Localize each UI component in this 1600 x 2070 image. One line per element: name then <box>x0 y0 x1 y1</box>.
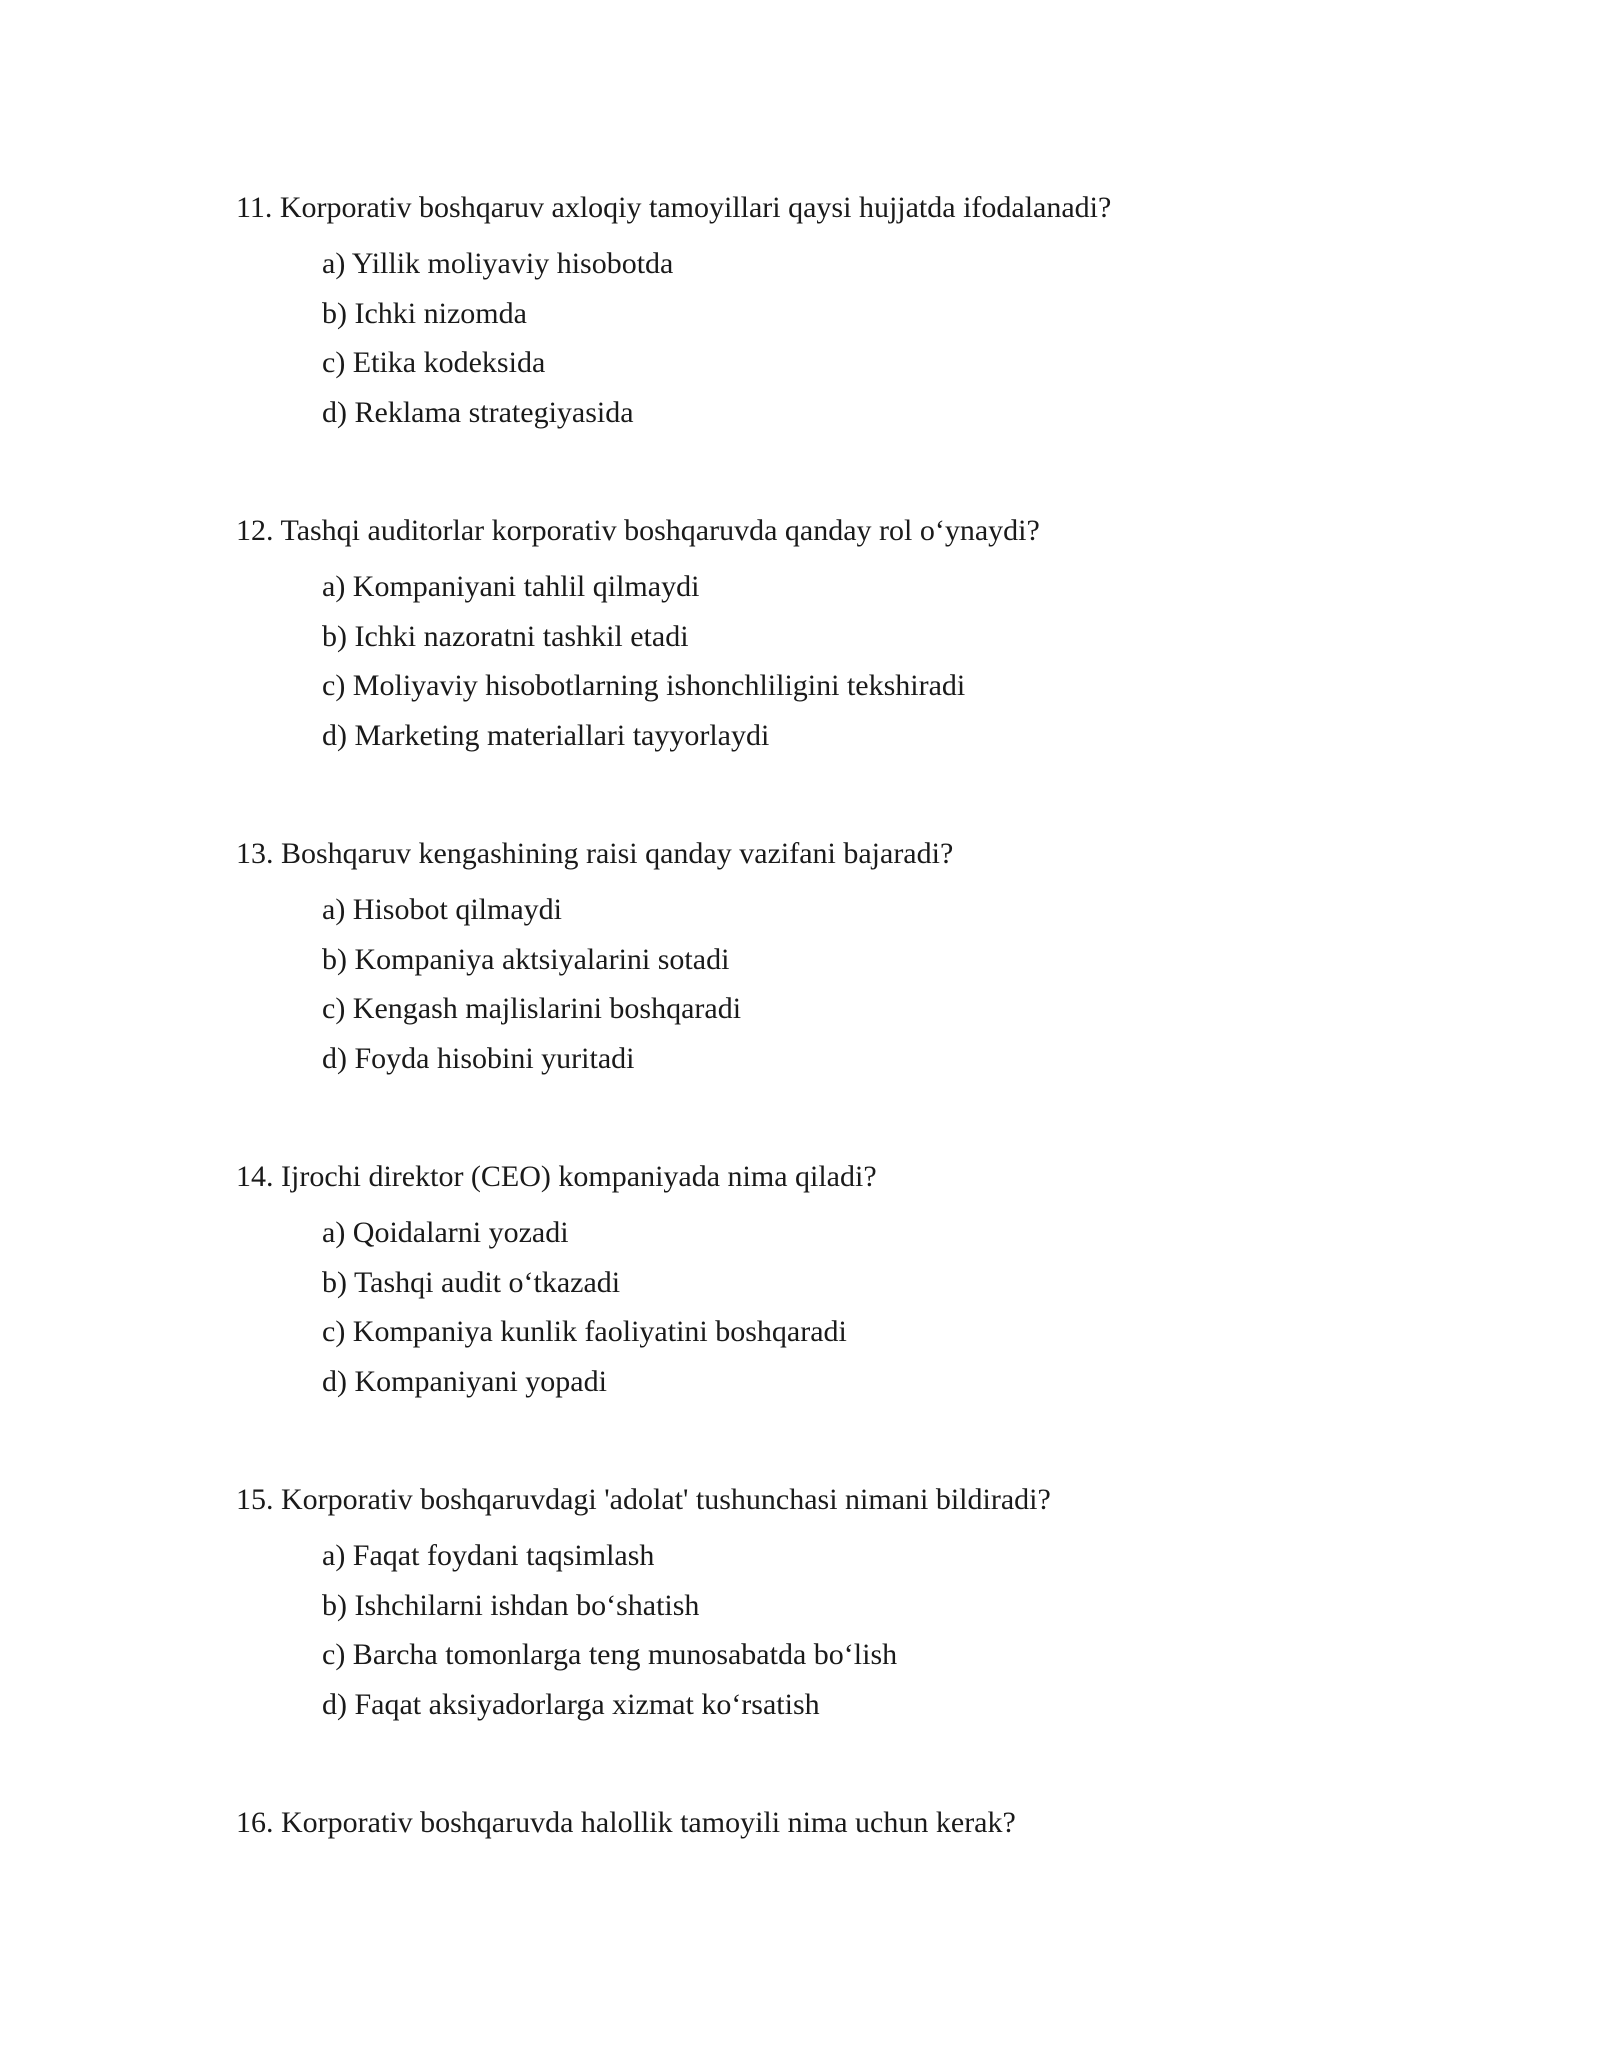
question-text: 12. Tashqi auditorlar korporativ boshqaruvda qanday rol o‘ynaydi? <box>236 514 1040 547</box>
answer-option-c: c) Kengash majlislarini boshqaradi <box>322 992 742 1025</box>
answer-option-a: a) Kompaniyani tahlil qilmaydi <box>322 570 700 603</box>
answer-option-c: c) Barcha tomonlarga teng munosabatda bo‘lish <box>322 1638 898 1671</box>
answer-option-d: d) Reklama strategiyasida <box>322 396 634 429</box>
answer-option-a: a) Qoidalarni yozadi <box>322 1216 569 1249</box>
answer-option-b: b) Tashqi audit o‘tkazadi <box>322 1266 621 1299</box>
question-text: 14. Ijrochi direktor (CEO) kompaniyada nima qiladi? <box>236 1160 877 1193</box>
question-text: 15. Korporativ boshqaruvdagi 'adolat' tushunchasi nimani bildiradi? <box>236 1483 1051 1516</box>
answer-option-a: a) Faqat foydani taqsimlash <box>322 1539 655 1572</box>
answer-option-a: a) Hisobot qilmaydi <box>322 893 562 926</box>
answer-option-b: b) Ichki nazoratni tashkil etadi <box>322 620 689 653</box>
question-text: 16. Korporativ boshqaruvda halollik tamoyili nima uchun kerak? <box>236 1806 1016 1839</box>
answer-option-b: b) Ichki nizomda <box>322 297 527 330</box>
question-text: 11. Korporativ boshqaruv axloqiy tamoyillari qaysi hujjatda ifodalanadi? <box>236 191 1112 224</box>
answer-option-c: c) Moliyaviy hisobotlarning ishonchliligini tekshiradi <box>322 669 966 702</box>
answer-option-d: d) Marketing materiallari tayyorlaydi <box>322 719 770 752</box>
question-text: 13. Boshqaruv kengashining raisi qanday vazifani bajaradi? <box>236 837 954 870</box>
answer-option-b: b) Kompaniya aktsiyalarini sotadi <box>322 943 730 976</box>
answer-option-d: d) Faqat aksiyadorlarga xizmat ko‘rsatish <box>322 1688 820 1721</box>
answer-option-a: a) Yillik moliyaviy hisobotda <box>322 247 674 280</box>
answer-option-c: c) Kompaniya kunlik faoliyatini boshqaradi <box>322 1315 847 1348</box>
answer-option-d: d) Kompaniyani yopadi <box>322 1365 607 1398</box>
answer-option-c: c) Etika kodeksida <box>322 346 546 379</box>
answer-option-b: b) Ishchilarni ishdan bo‘shatish <box>322 1589 700 1622</box>
answer-option-d: d) Foyda hisobini yuritadi <box>322 1042 635 1075</box>
